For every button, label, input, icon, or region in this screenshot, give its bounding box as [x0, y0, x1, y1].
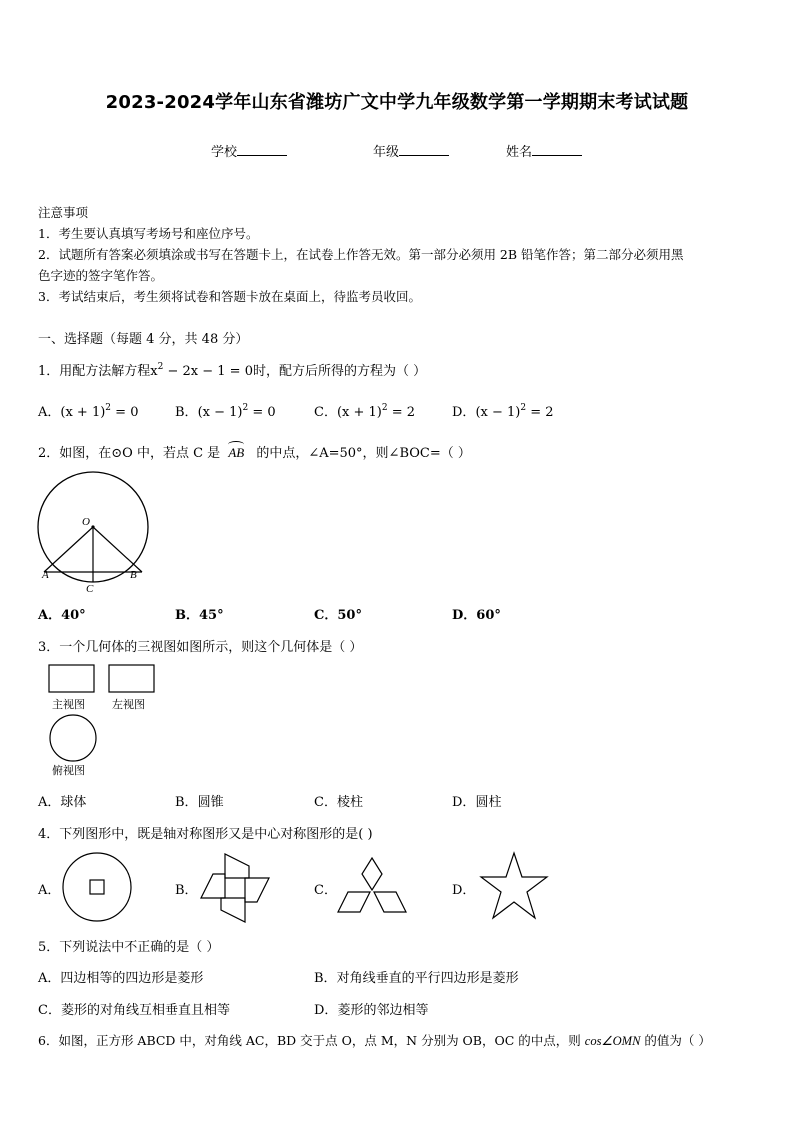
- q5-option-d[interactable]: [314, 999, 428, 1018]
- q4-option-a-label[interactable]: A．: [38, 883, 61, 898]
- left-view-label: 左视图: [112, 698, 145, 711]
- top-view-label: 俯视图: [52, 764, 85, 777]
- option-label: A．: [38, 795, 61, 810]
- q1-eq-rest: − 2x − 1 = 0: [163, 364, 253, 379]
- q5-option-a[interactable]: [38, 967, 203, 986]
- arc-label: AB: [228, 445, 245, 460]
- option-math: = 2: [526, 405, 554, 420]
- option-sup: 2: [520, 403, 527, 413]
- question-1-stem: [38, 360, 426, 379]
- page-title: 2023-2024学年山东省潍坊广文中学九年级数学第一学期期末考试试题: [105, 92, 689, 113]
- q5-option-b[interactable]: [314, 967, 519, 986]
- pinwheel-blade: [221, 898, 245, 922]
- option-text: 对角线垂直的平行四边形是菱形: [336, 971, 519, 986]
- option-sup: 2: [105, 403, 112, 413]
- option-math: (x + 1): [60, 405, 106, 420]
- option-text: 40°: [61, 608, 86, 623]
- q2-stem-post: 的中点，∠A=50°，则∠BOC=（ ）: [256, 446, 471, 461]
- question-4-stem: 4．下列图形中，既是轴对称图形又是中心对称图形的是( ): [38, 827, 373, 842]
- option-label: C．: [314, 795, 337, 810]
- label-o: O: [82, 516, 90, 528]
- star-shape: [481, 853, 547, 918]
- coin-outer-circle: [63, 853, 131, 921]
- q2-option-a[interactable]: [38, 604, 86, 623]
- pinwheel-blade: [201, 874, 225, 898]
- diamond-left: [338, 892, 370, 912]
- name-blank[interactable]: [532, 143, 582, 156]
- segment-oa: [44, 527, 93, 572]
- option-text: 球体: [60, 795, 87, 810]
- arc-mark: [228, 441, 244, 448]
- center-point: [91, 525, 94, 528]
- option-label: C．: [314, 405, 337, 420]
- q1-option-c[interactable]: [314, 401, 415, 420]
- option-label: A．: [38, 608, 62, 623]
- q1-eq-var: x: [150, 364, 158, 379]
- grade-field: [373, 141, 449, 160]
- option-text: 45°: [199, 608, 224, 623]
- option-text: 50°: [337, 608, 362, 623]
- top-view-circle: [50, 715, 96, 761]
- name-field: [506, 141, 582, 160]
- q2-stem-pre: 2．如图，在⊙O 中，若点 C 是: [38, 446, 221, 461]
- q3-option-a[interactable]: [38, 791, 86, 810]
- option-label: D．: [452, 608, 477, 623]
- note-item: 2．试题所有答案必须填涂或书写在答题卡上，在试卷上作答无效。第一部分必须用 2B 铅笔作答；第二部分必须用黑: [38, 247, 684, 262]
- q4-figure-c[interactable]: [336, 856, 408, 916]
- q1-option-b[interactable]: [175, 401, 276, 420]
- option-label: D．: [452, 405, 476, 420]
- q3-option-d[interactable]: [452, 791, 501, 810]
- option-text: 菱形的对角线互相垂直且相等: [60, 1003, 230, 1018]
- q1-stem-pre: 1．用配方法解方程: [38, 364, 151, 379]
- q2-option-d[interactable]: [452, 604, 501, 623]
- option-label: B．: [314, 971, 337, 986]
- q3-option-c[interactable]: [314, 791, 363, 810]
- q2-option-b[interactable]: [175, 604, 224, 623]
- option-text: 圆锥: [197, 795, 224, 810]
- label-c: C: [86, 583, 94, 595]
- option-label: C．: [314, 608, 338, 623]
- q1-option-d[interactable]: [452, 401, 554, 420]
- grade-blank[interactable]: [399, 143, 449, 156]
- q3-option-b[interactable]: [175, 791, 224, 810]
- option-label: C．: [38, 1003, 61, 1018]
- option-label: D．: [314, 1003, 338, 1018]
- q1-stem-post: 时，配方后所得的方程为（ ）: [252, 364, 427, 379]
- option-text: 菱形的邻边相等: [337, 1003, 429, 1018]
- note-item: 1．考生要认真填写考场号和座位序号。: [38, 226, 259, 241]
- q4-figure-d[interactable]: [478, 850, 550, 922]
- question-2-stem: [38, 442, 471, 461]
- option-label: D．: [452, 795, 476, 810]
- three-views-figure: [44, 662, 160, 780]
- option-math: = 0: [111, 405, 139, 420]
- q1-eq-exp: 2: [157, 362, 164, 372]
- q1-option-a[interactable]: [38, 401, 138, 420]
- q6-math: cos∠OMN: [584, 1034, 641, 1048]
- option-math: = 2: [387, 405, 416, 420]
- option-label: A．: [38, 405, 61, 420]
- q4-figure-a[interactable]: [60, 850, 134, 924]
- q6-stem-post: 的值为（ ）: [644, 1033, 711, 1048]
- front-view-label: 主视图: [52, 698, 85, 711]
- q6-stem-pre: 6．如图，正方形 ABCD 中，对角线 AC，BD 交于点 O，点 M，N 分别为 OB，OC 的中点，则: [38, 1033, 581, 1048]
- question-6-stem: [38, 1031, 711, 1049]
- option-sup: 2: [242, 403, 249, 413]
- name-label: 姓名: [506, 145, 533, 160]
- note-item: 3．考试结束后，考生须将试卷和答题卡放在桌面上，待监考员收回。: [38, 289, 421, 304]
- option-label: A．: [38, 971, 61, 986]
- grade-label: 年级: [373, 145, 400, 160]
- section-heading: 一、选择题（每题 4 分，共 48 分）: [38, 332, 249, 347]
- label-a: A: [42, 569, 49, 581]
- school-label: 学校: [211, 145, 238, 160]
- option-text: 圆柱: [475, 795, 502, 810]
- option-math: (x − 1): [197, 405, 243, 420]
- option-math: (x + 1): [336, 405, 382, 420]
- school-blank[interactable]: [237, 143, 287, 156]
- diamond-right: [374, 892, 406, 912]
- circle-figure: [36, 470, 152, 596]
- option-text: 四边相等的四边形是菱形: [60, 971, 204, 986]
- question-5-stem: 5．下列说法中不正确的是（ ）: [38, 940, 220, 955]
- arc-ab: [228, 445, 244, 461]
- coin-inner-square: [90, 880, 104, 894]
- option-label: B．: [175, 608, 199, 623]
- option-math: (x − 1): [475, 405, 521, 420]
- q4-option-c-label[interactable]: C．: [314, 883, 337, 898]
- q5-option-c[interactable]: [38, 999, 230, 1018]
- front-view-rect: [49, 665, 94, 692]
- option-math: = 0: [248, 405, 276, 420]
- label-b: B: [130, 569, 137, 581]
- question-3-stem: 3．一个几何体的三视图如图所示，则这个几何体是（ ）: [38, 640, 363, 655]
- pinwheel-blade: [245, 878, 269, 902]
- notes-heading: 注意事项: [38, 205, 89, 220]
- school-field: [211, 141, 287, 160]
- left-view-rect: [109, 665, 154, 692]
- option-text: 60°: [476, 608, 501, 623]
- q4-option-d-label[interactable]: D．: [452, 883, 476, 898]
- diamond-top: [362, 858, 382, 890]
- option-sup: 2: [381, 403, 388, 413]
- option-label: B．: [175, 795, 198, 810]
- pinwheel-blade: [225, 854, 249, 878]
- q2-option-c[interactable]: [314, 604, 362, 623]
- q4-option-b-label[interactable]: B．: [175, 883, 198, 898]
- option-label: B．: [175, 405, 198, 420]
- q4-figure-b[interactable]: [197, 850, 273, 926]
- segment-ob: [93, 527, 142, 572]
- note-item: 色字迹的签字笔作答。: [38, 268, 164, 283]
- option-text: 棱柱: [336, 795, 363, 810]
